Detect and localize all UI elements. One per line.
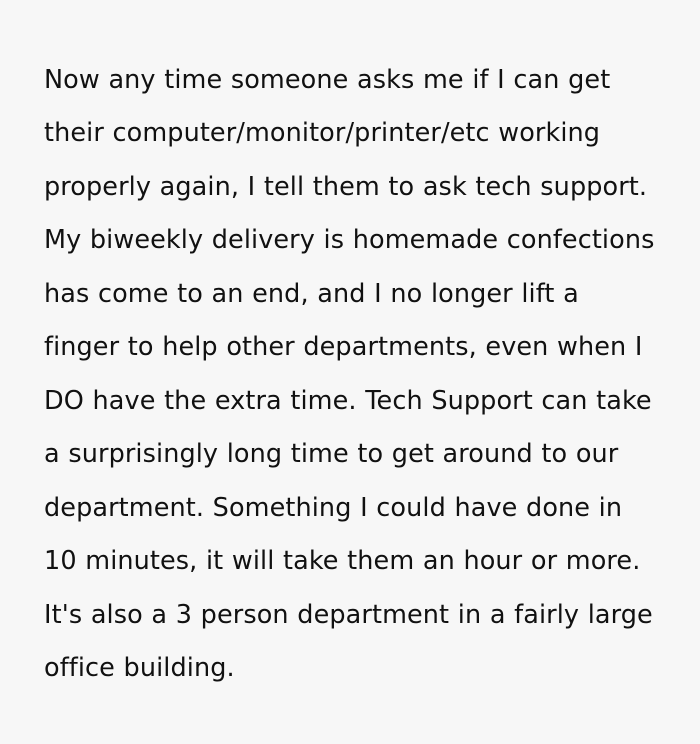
story-paragraph: Now any time someone asks me if I can get their computer/monitor/printer/etc working properly again, I tell them to ask tech support. My biweekly delivery is homemade confections has come to an end, and I no longer lift a finger to help other departments, even when I DO have the extra time. Tech Support can take a surprisingly long time to get around to our department. Something I could have done in 10 minutes, it will take them an hour or more. It's also a 3 person department in a fairly large office building.: [44, 64, 655, 683]
